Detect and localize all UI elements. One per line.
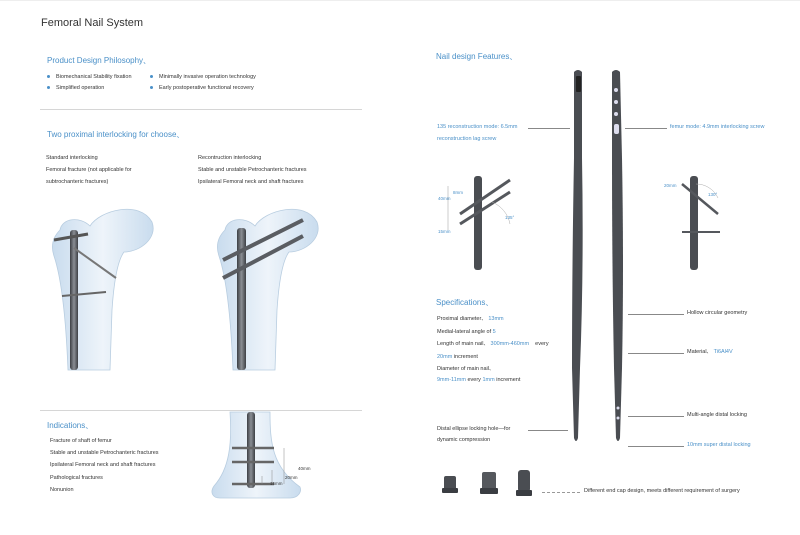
callout-line <box>628 416 684 417</box>
standard-line: subtrochanteric fractures) <box>46 179 109 185</box>
ellipse-callout: Distal ellipse locking hole—for <box>437 426 511 432</box>
dim-label: 20mm <box>664 183 677 188</box>
recon-femur-illustration <box>205 200 325 370</box>
philosophy-bullet: Simplified operation <box>47 86 104 92</box>
indications-title: Indications、 <box>47 421 94 430</box>
main-nail-left <box>560 68 600 448</box>
recon-line: Stable and unstable Petrochanteric fractures <box>198 167 307 173</box>
philosophy-bullet: Early postoperative functional recovery <box>150 86 254 92</box>
recon-line: Recontruction interlocking <box>198 155 262 161</box>
dim-label: 15mm <box>270 481 283 486</box>
distal-femur-illustration <box>210 412 320 502</box>
standard-line: Standard interlocking <box>46 155 98 161</box>
dim-label: 8mm <box>453 190 463 195</box>
end-cap-callout: Different end cap design, meets different requirement of surgery <box>584 488 740 494</box>
dim-label: 20mm <box>285 475 298 480</box>
callout-line <box>628 446 684 447</box>
indication-item: Nonunion <box>50 487 74 493</box>
indication-item: Fracture of shaft of femur <box>50 438 112 444</box>
hollow-callout: Hollow circular geometry <box>687 310 748 316</box>
indication-item: Pathological fractures <box>50 475 103 481</box>
spec-line: 20mm increment <box>437 354 478 360</box>
recon-line: Ipsilateral Femoral neck and shaft fractures <box>198 179 304 185</box>
bullet-dot-icon <box>47 86 50 89</box>
recon-mode-label: 135 reconstruction mode: 6.5mm <box>437 124 518 130</box>
indication-item: Stable and unstable Petrochanteric fractures <box>50 450 159 456</box>
spec-line: Length of main nail、 300mm-460mm every <box>437 341 549 347</box>
section-divider <box>40 109 362 110</box>
standard-line: Femoral fracture (not applicable for <box>46 167 132 173</box>
main-nail-right <box>600 68 640 448</box>
bullet-dot-icon <box>150 75 153 78</box>
bullet-dot-icon <box>150 86 153 89</box>
indication-item: Ipsilateral Femoral neck and shaft fractures <box>50 462 156 468</box>
specs-title: Specifications、 <box>436 298 494 307</box>
nail-features-title: Nail design Features、 <box>436 52 518 61</box>
multi-angle-callout: Multi-angle distal locking <box>687 412 747 418</box>
proximal-title: Two proximal interlocking for choose、 <box>47 130 185 139</box>
angle-label: 135° <box>505 215 515 220</box>
super-distal-callout: 10mm super distal locking <box>687 442 751 448</box>
callout-line <box>542 492 580 493</box>
spec-line: Proximal diameter、 13mm <box>437 316 504 322</box>
philosophy-bullet: Minimally invasive operation technology <box>150 75 256 81</box>
bullet-dot-icon <box>47 75 50 78</box>
material-callout: Material、 Ti6Al4V <box>687 349 733 355</box>
spec-line: Diameter of main nail、 <box>437 366 495 372</box>
philosophy-title: Product Design Philosophy、 <box>47 56 152 65</box>
dim-label: 15mm <box>438 229 451 234</box>
recon-mode-label: reconstruction lag screw <box>437 136 497 142</box>
standard-femur-illustration <box>40 200 160 370</box>
recon-detail-illustration <box>430 172 530 272</box>
page-title: Femoral Nail System <box>41 17 144 29</box>
end-cap-icons <box>440 470 540 500</box>
section-divider <box>40 410 362 411</box>
femur-mode-label: femur mode: 4.9mm interlocking screw <box>670 124 765 130</box>
dim-label: 40mm <box>298 466 311 471</box>
spec-line: 9mm-11mm every 1mm increment <box>437 377 521 383</box>
philosophy-bullet: Biomechanical Stability fixation <box>47 75 132 81</box>
callout-line <box>628 353 684 354</box>
spec-line: Medial-lateral angle of 5 <box>437 329 496 335</box>
ellipse-callout: dynamic compression <box>437 437 491 443</box>
callout-line <box>528 430 568 431</box>
dim-label: 40mm <box>438 196 451 201</box>
top-border <box>0 0 800 1</box>
angle-label: 130° <box>708 192 718 197</box>
callout-line <box>628 314 684 315</box>
